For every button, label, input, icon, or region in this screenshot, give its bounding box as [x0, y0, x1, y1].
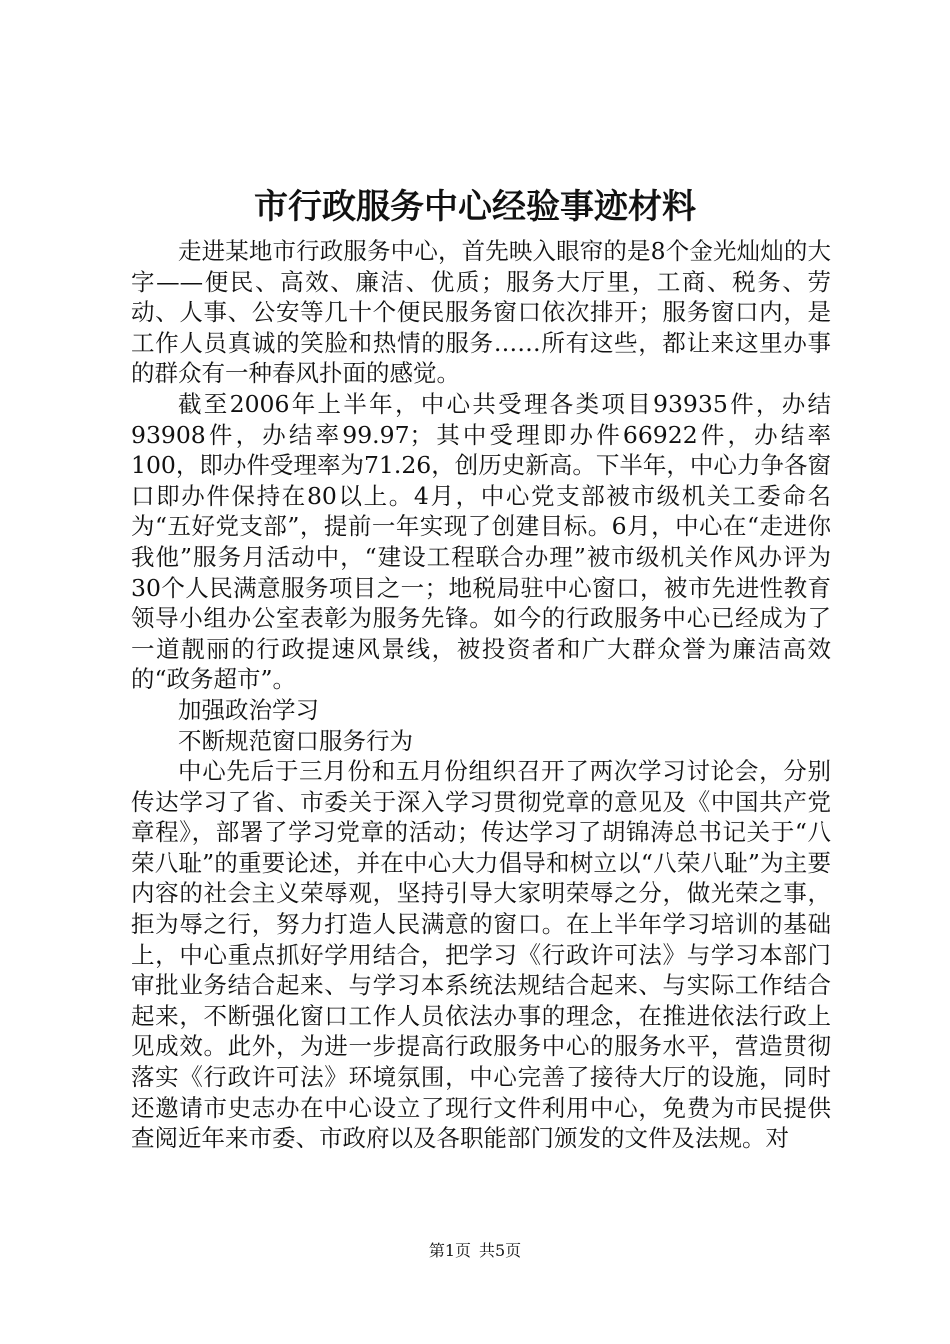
section-heading: 加强政治学习 — [178, 695, 319, 724]
document-body — [131, 236, 831, 1154]
paragraph: 截至2006年上半年，中心共受理各类项目93935件，办结93908件，办结率99.97；其中受理即办件66922件，办结率100，即办件受理率为71.26，创历史新高。下半年，中心力争各窗口即办件保持在80以上。4月，中心党支部被市级机关工委命名为“五好党支部”，提前一年实现了创建目标。6月，中心在“走进你我他”服务月活动中，“建设工程联合办理”被市级机关作风办评为30个人民满意服务项目之一；地税局驻中心窗口，被市先进性教育领导小组办公室表彰为服务先锋。如今的行政服务中心已经成为了一道靓丽的行政提速风景线，被投资者和广大群众誉为廉洁高效的“政务超市”。 — [131, 389, 831, 694]
page-number: 第1页 — [428, 1241, 471, 1260]
document-title: 市行政服务中心经验事迹材料 — [254, 187, 696, 227]
paragraph: 中心先后于三月份和五月份组织召开了两次学习讨论会，分别传达学习了省、市委关于深入学习贯彻党章的意见及《中国共产党章程》，部署了学习党章的活动；传达学习了胡锦涛总书记关于“八荣八耻”的重要论述，并在中心大力倡导和树立以“八荣八耻”为主要内容的社会主义荣辱观，坚持引导大家明荣辱之分，做光荣之事，拒为辱之行，努力打造人民满意的窗口。在上半年学习培训的基础上，中心重点抓好学用结合，把学习《行政许可法》与学习本部门审批业务结合起来、与学习本系统法规结合起来、与实际工作结合起来，不断强化窗口工作人员依法办事的理念，在推进依法行政上见成效。此外，为进一步提高行政服务中心的服务水平，营造贯彻落实《行政许可法》环境氛围，中心完善了接待大厅的设施，同时还邀请市史志办在中心设立了现行文件利用中心，免费为市民提供查阅近年来市委、市政府以及各职能部门颁发的文件及法规。对 — [131, 757, 831, 1153]
page-footer — [0, 1240, 950, 1262]
page-total: 共5页 — [479, 1241, 522, 1260]
paragraph: 走进某地市行政服务中心，首先映入眼帘的是8个金光灿灿的大字——便民、高效、廉洁、优质；服务大厅里，工商、税务、劳动、人事、公安等几十个便民服务窗口依次排开；服务窗口内，是工作人员真诚的笑脸和热情的服务……所有这些，都让来这里办事的群众有一种春风扑面的感觉。 — [131, 237, 831, 388]
section-heading: 不断规范窗口服务行为 — [178, 726, 413, 755]
